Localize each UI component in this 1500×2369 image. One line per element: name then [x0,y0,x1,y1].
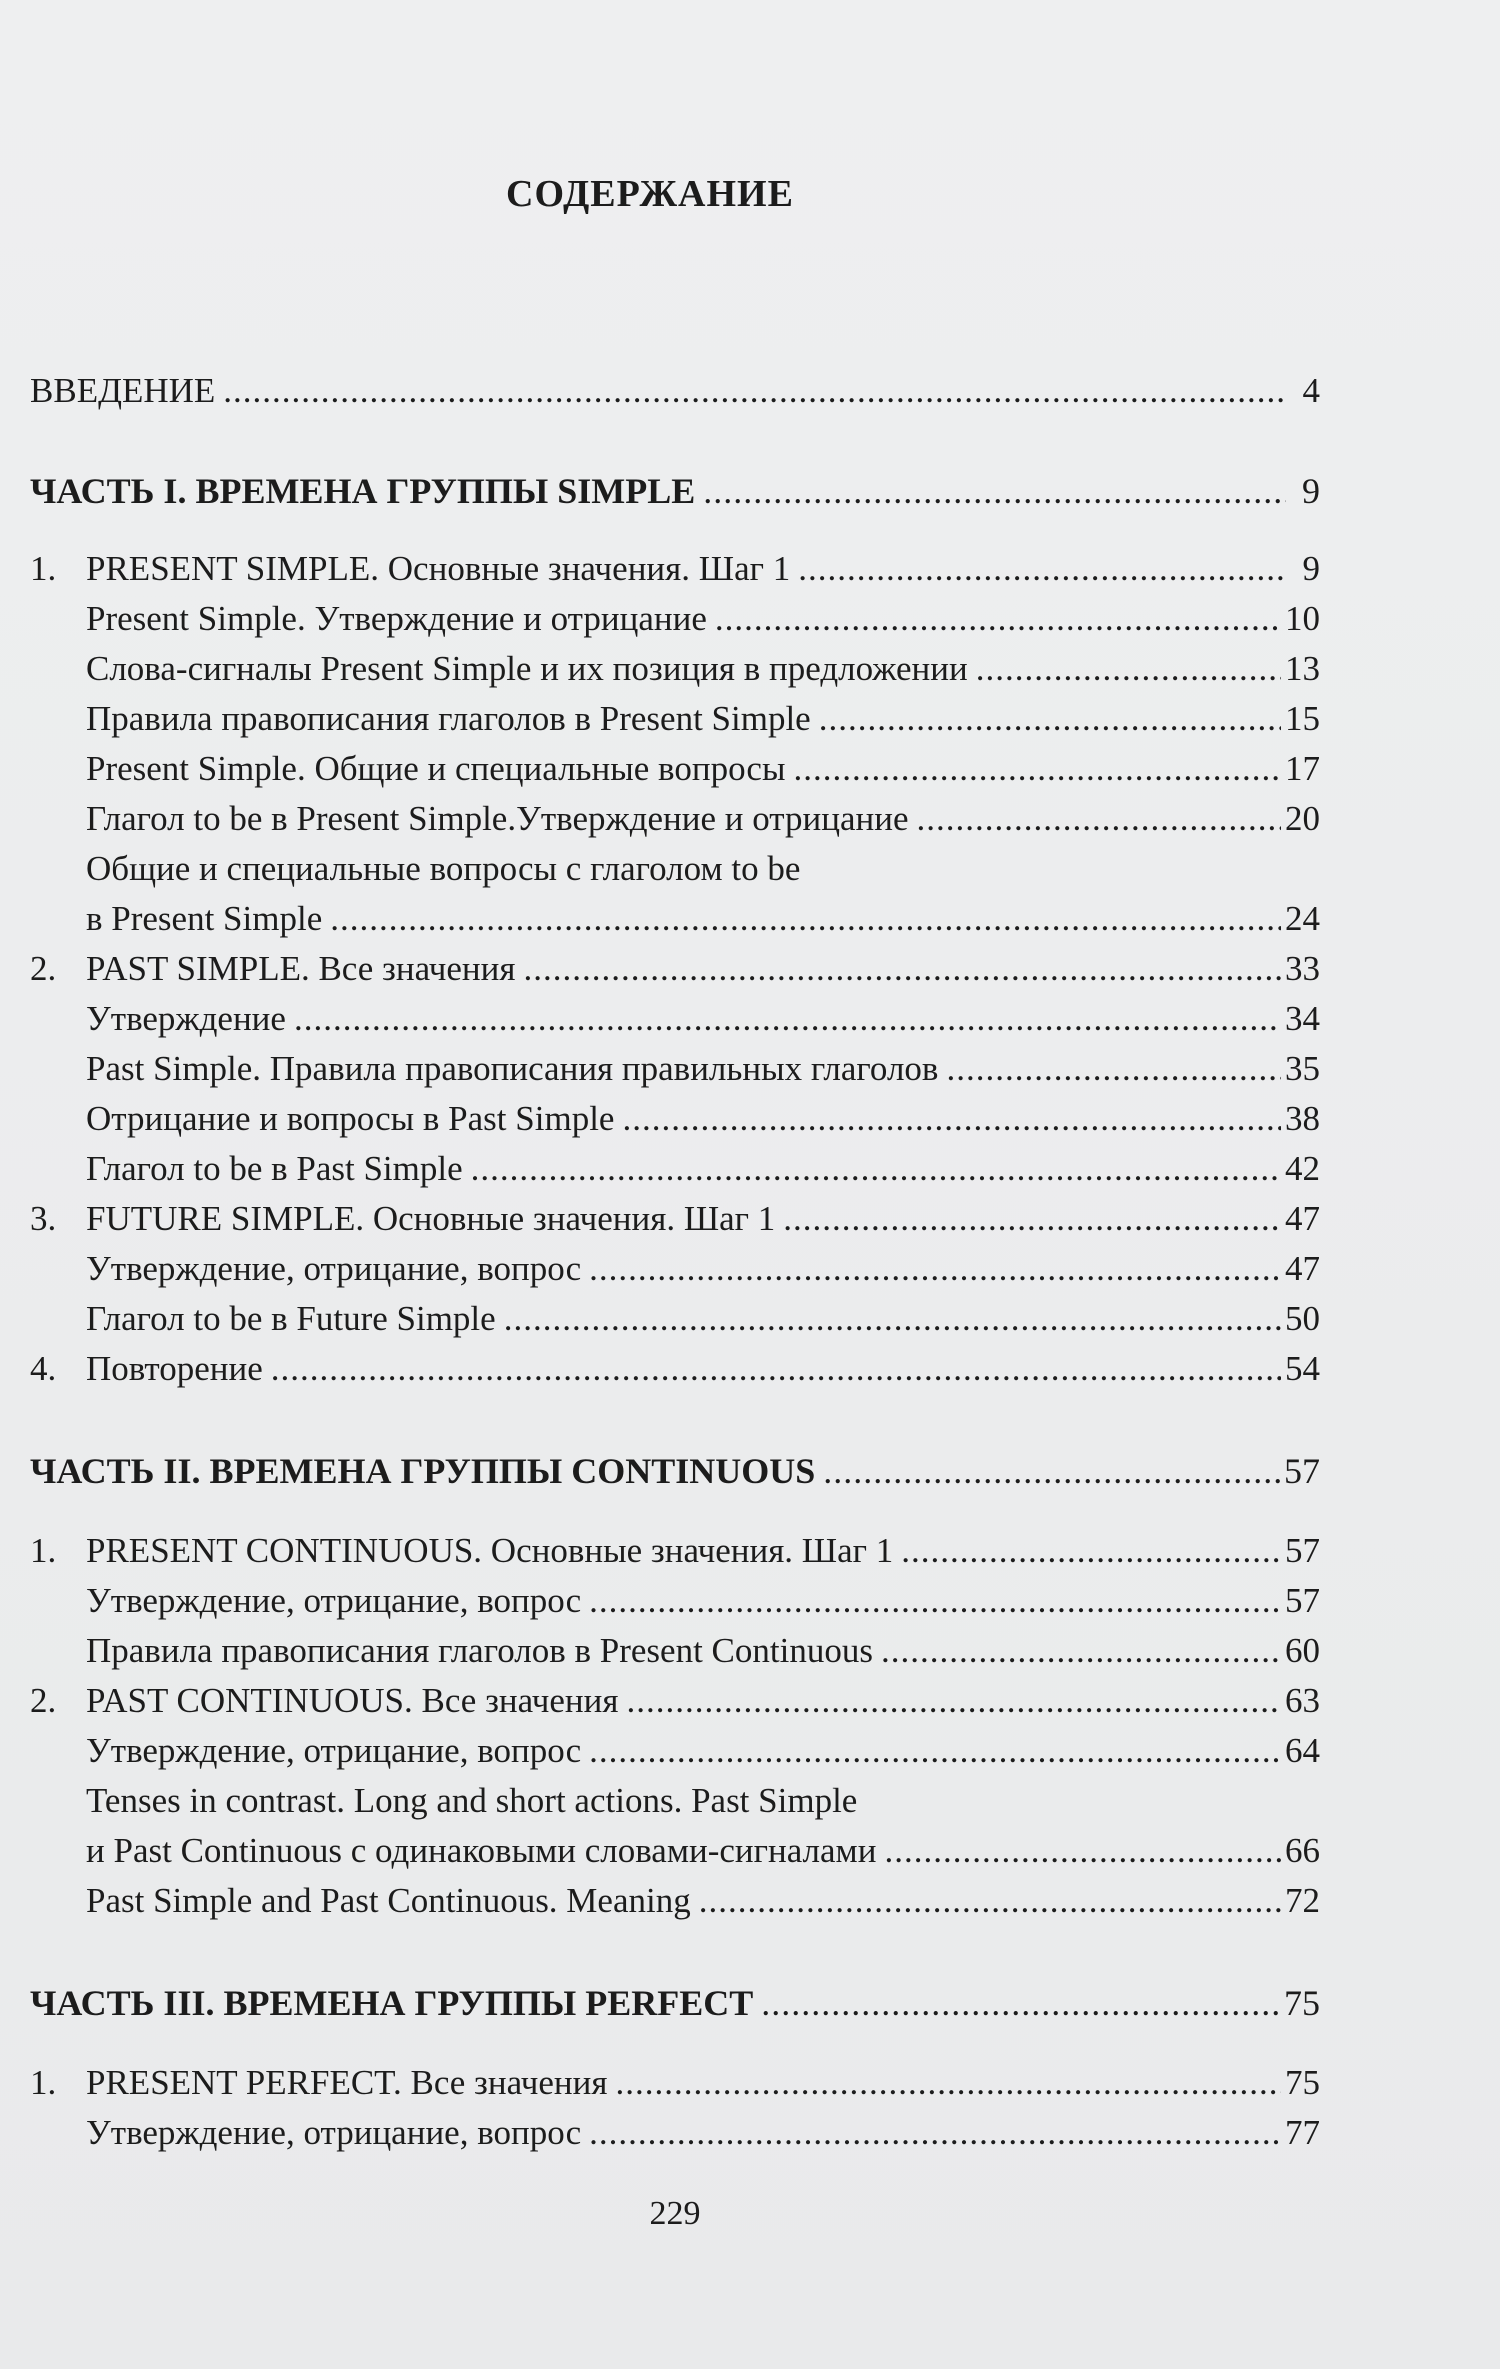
toc-entry-number: 1. [30,549,57,588]
toc-entry-title: ЧАСТЬ II. ВРЕМЕНА ГРУППЫ CONTINUOUS [30,1451,816,1491]
toc-entry-title: Глагол to be в Past Simple [86,1149,463,1188]
toc-leader-dots [523,946,1281,992]
toc-leader-dots [884,1828,1281,1874]
toc-entry-page: 4 [1302,371,1320,410]
toc-leader-dots [615,2060,1281,2106]
toc-entry-page: 57 [1285,1531,1320,1570]
toc-leader-dots [823,1448,1280,1494]
page-number: 229 [649,2195,701,2232]
toc-entry [30,1146,1320,1192]
toc-entry [30,696,1320,742]
toc-entry-title: Общие и специальные вопросы с глаголом to be [86,849,801,888]
toc-entry-title: ЧАСТЬ III. ВРЕМЕНА ГРУППЫ PERFECT [30,1983,754,2023]
toc-entry [30,1578,1320,1624]
toc-leader-dots [223,368,1286,414]
toc-entry-title: Утверждение [86,999,286,1038]
toc-leader-dots [589,2110,1281,2156]
toc-entry-number: 4. [30,1349,57,1388]
toc-entry-page: 38 [1285,1099,1320,1138]
toc-entry [30,746,1320,792]
toc-entry-title: в Present Simple [86,899,323,938]
toc-leader-dots [294,996,1281,1042]
toc-entry-page: 57 [1285,1581,1320,1620]
toc-leader-dots [976,646,1281,692]
toc-entry-page: 50 [1285,1299,1320,1338]
toc-leader-dots [946,1046,1281,1092]
toc-entry [30,846,1320,892]
toc-entry-page: 20 [1285,799,1320,838]
toc-entry-title: и Past Continuous с одинаковыми словами-сигналами [86,1831,877,1870]
toc-entry-page: 47 [1285,1249,1320,1288]
toc-entry-title: PRESENT SIMPLE. Основные значения. Шаг 1 [86,549,791,588]
toc-entry-title: Глагол to be в Present Simple.Утверждение и отрицание [86,799,909,838]
toc-leader-dots [798,546,1286,592]
toc-entry [30,368,1320,414]
toc-leader-dots [761,1980,1280,2026]
toc-entry-title: Правила правописания глаголов в Present Continuous [86,1631,873,1670]
toc-entry-page: 60 [1285,1631,1320,1670]
toc-entry [30,1296,1320,1342]
toc-entry [30,1778,1320,1824]
page-title: СОДЕРЖАНИЕ [506,173,794,215]
toc-entry [30,1096,1320,1142]
toc-entry-title: Слова-сигналы Present Simple и их позиция в предложении [86,649,968,688]
toc-entry [30,1246,1320,1292]
toc-entry-title: Утверждение, отрицание, вопрос [86,1581,582,1620]
toc-entry-title: Утверждение, отрицание, вопрос [86,2113,582,2152]
toc-leader-dots [589,1578,1281,1624]
toc-entry [30,1728,1320,1774]
toc-entry-page: 57 [1284,1451,1320,1491]
toc-entry-page: 17 [1285,749,1320,788]
toc-entry [30,1196,1320,1242]
toc-entry-title: Утверждение, отрицание, вопрос [86,1249,582,1288]
toc-leader-dots [901,1528,1281,1574]
toc-entry-page: 9 [1302,549,1320,588]
toc-leader-dots [471,1146,1281,1192]
toc-entry-title: Tenses in contrast. Long and short actions. Past Simple [86,1781,858,1820]
toc-entry [30,546,1320,592]
toc-entry-page: 54 [1285,1349,1320,1388]
toc-entry-page: 24 [1285,899,1320,938]
toc-part-heading [30,468,1320,514]
toc-leader-dots [715,596,1281,642]
toc-entry [30,896,1320,942]
toc-part-heading [30,1980,1320,2026]
toc-entry [30,1528,1320,1574]
toc-entry-page: 72 [1285,1881,1320,1920]
toc-entry-page: 35 [1285,1049,1320,1088]
toc-entry-title: Past Simple. Правила правописания правильных глаголов [86,1049,939,1088]
toc-entry-title: Отрицание и вопросы в Past Simple [86,1099,615,1138]
toc-leader-dots [703,468,1286,514]
toc-leader-dots [819,696,1281,742]
toc-leader-dots [626,1678,1281,1724]
toc-leader-dots [589,1728,1281,1774]
toc-entry [30,2110,1320,2156]
toc-entry-title: Past Simple and Past Continuous. Meaning [86,1881,691,1920]
toc-entry-page: 77 [1285,2113,1320,2152]
toc-entry-title: Правила правописания глаголов в Present Simple [86,699,811,738]
toc-leader-dots [589,1246,1281,1292]
toc-entry-number: 1. [30,2063,57,2102]
toc-entry-page: 66 [1285,1831,1320,1870]
toc-entry-page: 13 [1285,649,1320,688]
toc-entry [30,1628,1320,1674]
toc-entry [30,2060,1320,2106]
toc-entry-title: PRESENT CONTINUOUS. Основные значения. Шаг 1 [86,1531,894,1570]
toc-leader-dots [794,746,1282,792]
toc-entry-number: 2. [30,949,57,988]
toc-entry-number: 3. [30,1199,57,1238]
toc-entry-title: ВВЕДЕНИЕ [30,371,216,410]
toc-entry-number: 1. [30,1531,57,1570]
toc-entry [30,996,1320,1042]
toc-leader-dots [917,796,1281,842]
toc-entry [30,596,1320,642]
toc-entry-title: Глагол to be в Future Simple [86,1299,496,1338]
toc-entry-page: 42 [1285,1149,1320,1188]
toc-entry-title: FUTURE SIMPLE. Основные значения. Шаг 1 [86,1199,776,1238]
toc-entry-page: 64 [1285,1731,1320,1770]
toc-entry-title: Повторение [86,1349,263,1388]
toc-entry-page: 33 [1285,949,1320,988]
toc-entry-page: 75 [1285,2063,1320,2102]
toc-leader-dots [881,1628,1281,1674]
toc-entry-title: PAST CONTINUOUS. Все значения [86,1681,619,1720]
toc-part-heading [30,1448,1320,1494]
toc-entry-title: Present Simple. Утверждение и отрицание [86,599,707,638]
toc-leader-dots [330,896,1281,942]
toc-entry-title: PAST SIMPLE. Все значения [86,949,516,988]
toc-entry [30,1046,1320,1092]
toc-entry-page: 75 [1284,1983,1320,2023]
toc-entry [30,646,1320,692]
toc-entry [30,1878,1320,1924]
toc-entry [30,1678,1320,1724]
toc-entry-number: 2. [30,1681,57,1720]
toc-leader-dots [699,1878,1281,1924]
toc-entry-page: 34 [1285,999,1320,1038]
toc-leader-dots [271,1346,1281,1392]
toc-entry [30,1346,1320,1392]
toc-entry-page: 47 [1285,1199,1320,1238]
toc-entry [30,796,1320,842]
toc-entry [30,1828,1320,1874]
toc-leader-dots [504,1296,1281,1342]
toc-entry-title: PRESENT PERFECT. Все значения [86,2063,608,2102]
toc-entry-page: 9 [1302,471,1320,511]
toc-leader-dots [783,1196,1281,1242]
toc-leader-dots [622,1096,1281,1142]
toc-entry-title: Утверждение, отрицание, вопрос [86,1731,582,1770]
toc-entry-title: Present Simple. Общие и специальные вопросы [86,749,786,788]
toc-entry-page: 63 [1285,1681,1320,1720]
toc-entry-page: 10 [1285,599,1320,638]
toc-entry-page: 15 [1285,699,1320,738]
toc-entry-title: ЧАСТЬ I. ВРЕМЕНА ГРУППЫ SIMPLE [30,471,696,511]
toc-entry [30,946,1320,992]
